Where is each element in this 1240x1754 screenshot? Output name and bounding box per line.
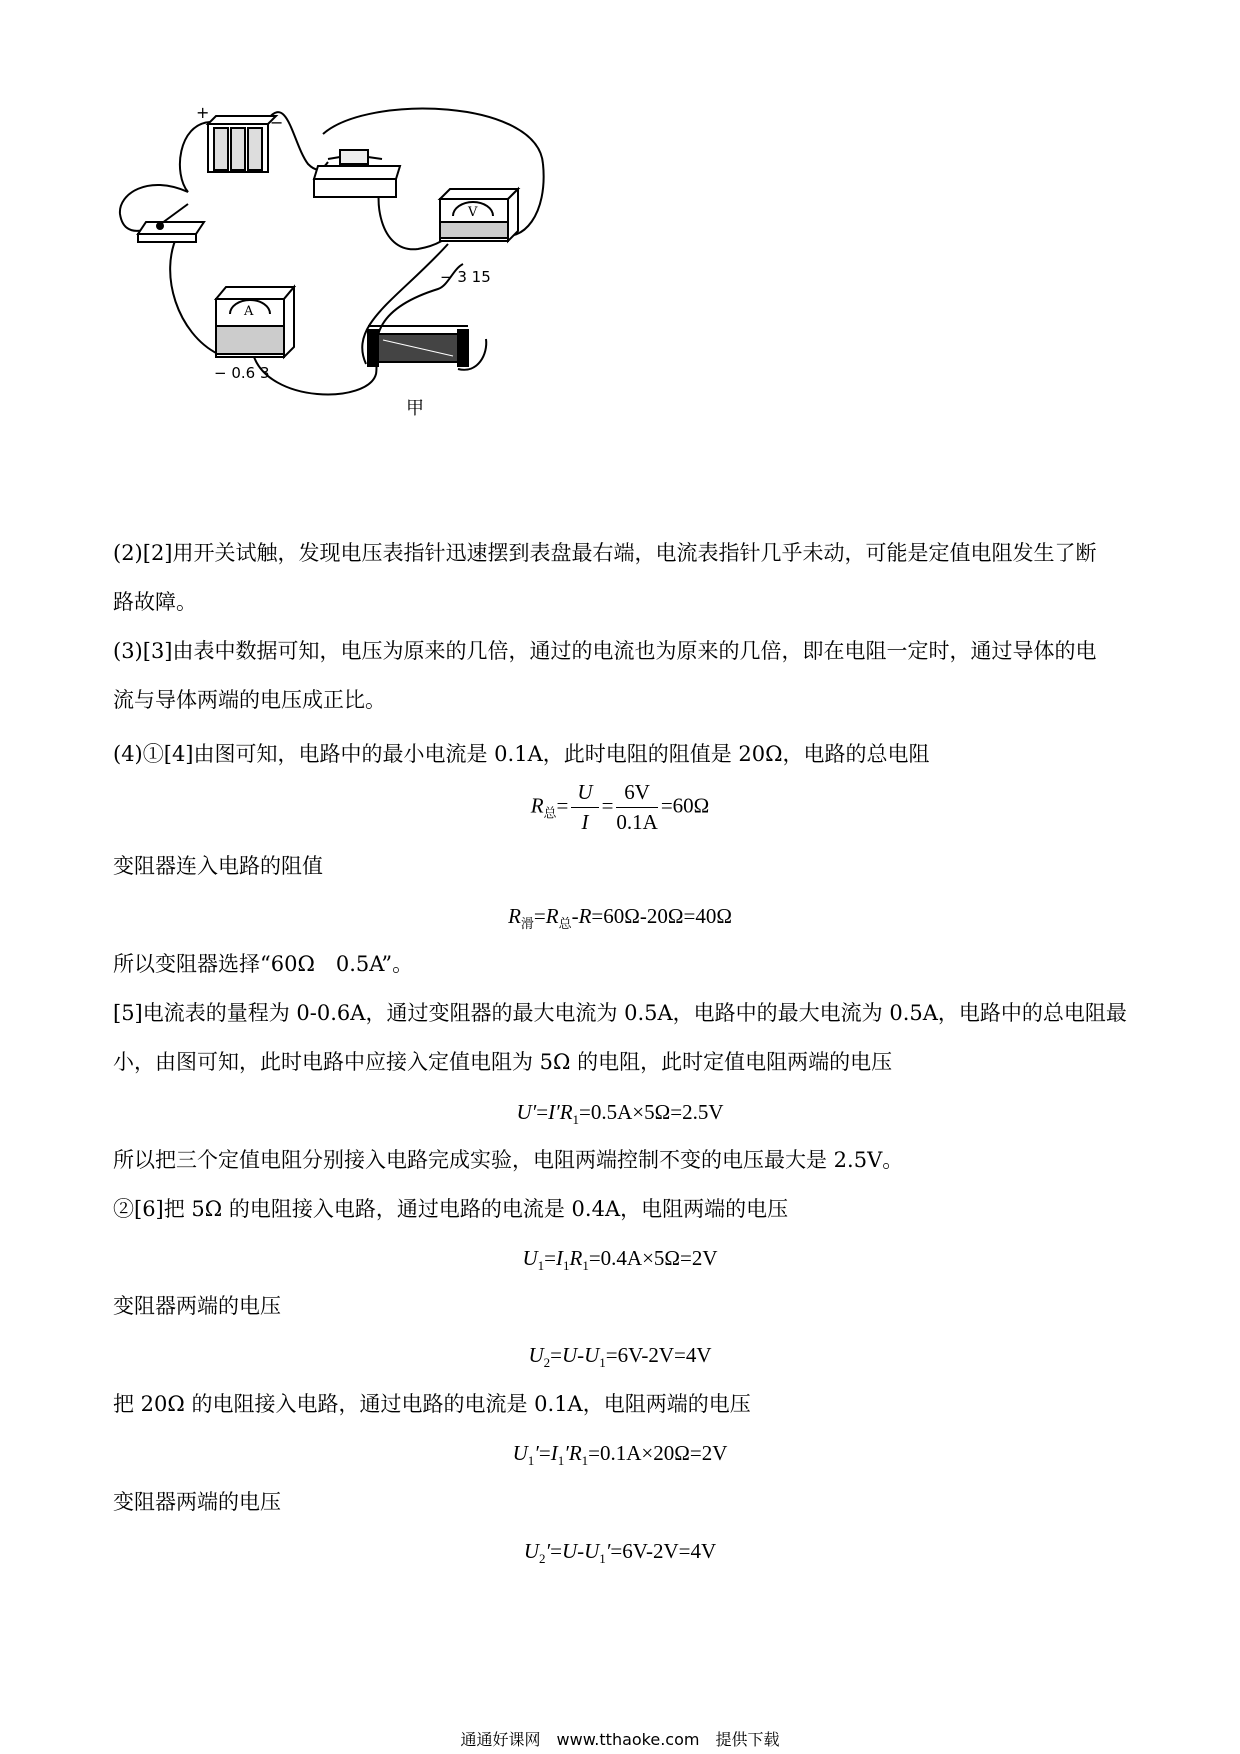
paragraph-2-line2: 路故障。 bbox=[113, 590, 197, 614]
paragraph-7-line1: [5]电流表的量程为 0-0.6A，通过变阻器的最大电流为 0.5A，电路中的最大电流为 0.5A，电路中的总电阻最 bbox=[113, 1001, 1127, 1025]
paragraph-11: 把 20Ω 的电阻接入电路，通过电路的电流是 0.1A，电阻两端的电压 bbox=[113, 1392, 751, 1416]
paragraph-6: 所以变阻器选择“60Ω 0.5A”。 bbox=[113, 952, 414, 976]
equation-rheostat-resistance: $R_滑=R_总-R=60\Omega-20\Omega=40\Omega$ bbox=[508, 904, 732, 931]
switch-icon bbox=[138, 204, 204, 242]
equation-max-voltage: $U'=I'R_1=0.5A\times 5\Omega=2.5V$ bbox=[516, 1100, 724, 1127]
wire-battery-plus-switch bbox=[120, 122, 210, 231]
voltmeter-terminals: − 3 15 bbox=[440, 268, 491, 286]
page-footer: 通通好课网 www.tthaoke.com 提供下载 bbox=[460, 1730, 780, 1749]
circuit-diagram bbox=[118, 104, 618, 499]
paragraph-3-line1: (3)[3]由表中数据可知，电压为原来的几倍，通过的电流也为原来的几倍，即在电阻一定时，通过导体的电 bbox=[113, 639, 1097, 663]
voltmeter-icon bbox=[440, 189, 518, 241]
voltmeter-letter: V bbox=[468, 205, 478, 220]
equation-u1: $U_1=I_1R_1=0.4A\times 5\Omega=2V$ bbox=[522, 1246, 718, 1273]
equation-u2-prime: $U_2'=U-U_1'=6V-2V=4V$ bbox=[523, 1539, 717, 1566]
diagram-caption: 甲 bbox=[406, 398, 424, 419]
paragraph-12: 变阻器两端的电压 bbox=[113, 1490, 281, 1514]
battery-plus-label: + bbox=[196, 104, 210, 122]
paragraph-8: 所以把三个定值电阻分别接入电路完成实验，电阻两端控制不变的电压最大是 2.5V。 bbox=[113, 1148, 904, 1172]
paragraph-3-line2: 流与导体两端的电压成正比。 bbox=[113, 688, 386, 712]
wire-switch-ammeter bbox=[170, 234, 218, 354]
paragraph-5: 变阻器连入电路的阻值 bbox=[113, 854, 323, 878]
paragraph-7-line2: 小，由图可知，此时电路中应接入定值电阻为 5Ω 的电阻，此时定值电阻两端的电压 bbox=[113, 1050, 893, 1074]
rheostat-icon bbox=[368, 326, 468, 366]
equation-total-resistance: $R_总=$ $\frac{U}{I}$ = $\frac{6V}{0.1A}$ =60Ω bbox=[530, 780, 710, 834]
paragraph-9: ②[6]把 5Ω 的电阻接入电路，通过电路的电流是 0.4A，电阻两端的电压 bbox=[113, 1197, 789, 1221]
equation-u2: $U_2=U-U_1=6V-2V=4V$ bbox=[528, 1343, 712, 1370]
paragraph-2-line1: (2)[2]用开关试触，发现电压表指针迅速摆到表盘最右端，电流表指针几乎未动，可能是定值电阻发生了断 bbox=[113, 541, 1097, 565]
paragraph-4-line1: (4)①[4]由图可知，电路中的最小电流是 0.1A，此时电阻的阻值是 20Ω，电路的总电阻 bbox=[113, 742, 930, 766]
paragraph-10: 变阻器两端的电压 bbox=[113, 1294, 281, 1318]
battery-minus-label: − bbox=[270, 113, 284, 132]
ammeter-letter: A bbox=[244, 304, 254, 319]
battery-icon bbox=[208, 116, 276, 172]
equation-u1-prime: $U_1'=I_1'R_1=0.1A\times 20\Omega=2V$ bbox=[512, 1441, 728, 1468]
ammeter-terminals: − 0.6 3 bbox=[214, 364, 270, 382]
ammeter-icon bbox=[216, 287, 294, 357]
resistor-icon bbox=[314, 150, 400, 197]
